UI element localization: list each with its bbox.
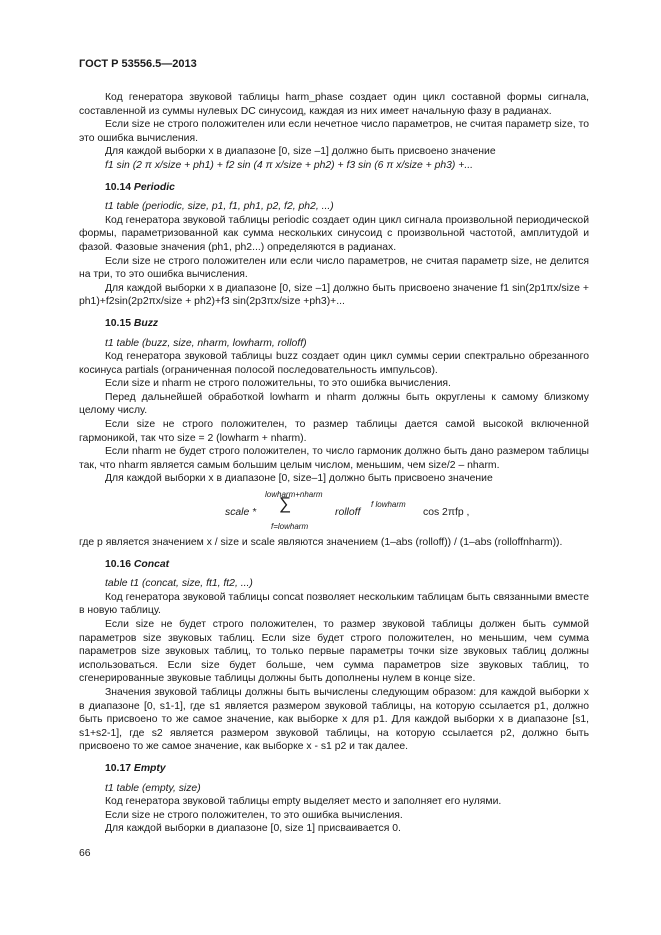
sigma-symbol: ∑ xyxy=(279,494,292,514)
paragraph: Код генератора звуковой таблицы buzz создает один цикл суммы серии спектрально обрезанного косинуса partials (ограниченная полосой последовательность импульсов). xyxy=(79,351,589,376)
formula-line: f1 sin (2 π x/size + ph1) + f2 sin (4 π x/size + ph2) + f3 sin (6 π x/size + ph3) +... xyxy=(105,159,473,171)
paragraph: Если size и nharm не строго положительны, то это ошибка вычисления. xyxy=(105,378,451,390)
formula-lower-limit: f=lowharm xyxy=(271,522,309,532)
formula-tail: cos 2πfp , xyxy=(423,507,470,519)
formula-exponent: f lowharm xyxy=(371,500,406,510)
paragraph: Если size не строго положителен или если нечетное число параметров, не считая параметр size, то это ошибка вычисления. xyxy=(79,119,589,144)
paragraph: где p является значением x / size и scale являются значением (1–abs (rolloff)) / (1–abs (rolloffnharm)). xyxy=(79,537,563,549)
paragraph: Если size не строго положителен, то это ошибка вычисления. xyxy=(105,809,403,821)
paragraph: Если size не строго положителен или если число параметров, не считая параметр size, не делится на три, то это ошибка вычисления. xyxy=(79,255,589,281)
paragraph: Если size не строго положителен, то размер таблицы дается самой высокой включенной гармоникой, так что size = 2 (lowharm + nharm). xyxy=(79,419,589,444)
section-name: Concat xyxy=(133,558,170,570)
section-name: Periodic xyxy=(133,181,175,193)
syntax-line: t1 table (buzz, size, nharm, lowharm, rolloff) xyxy=(105,337,307,349)
paragraph: Значения звуковой таблицы должны быть вычислены следующим образом: для каждой выборки x в диапазоне [0, s1-1], где s1 является размером звуковой таблицы, на которую ссылается p1, должно быть присвоено то же самое значение, как выборке x для p1. Для каждой выборки x в диапазоне [s1, s1+s2-1], где s2 является размером звуковой таблицы, на которую ссылается p2, должно быть присвоено то же самое значение, как выборке x - s1 p2 и так далее. xyxy=(79,686,589,753)
paragraph: Перед дальнейшей обработкой lowharm и nharm должны быть округлены к самому близкому целому числу. xyxy=(79,391,589,417)
section-heading: 10.16 Concat xyxy=(105,558,170,570)
paragraph: Код генератора звуковой таблицы concat позволяет нескольким таблицам быть связанными вместе в новую таблицу. xyxy=(79,591,589,617)
paragraph: Для каждой выборки x в диапазоне [0, size–1] должно быть присвоено значение xyxy=(105,473,493,485)
syntax-line: t1 table (periodic, size, p1, f1, ph1, p2, f2, ph2, ...) xyxy=(105,201,334,213)
paragraph: Код генератора звуковой таблицы periodic создает один цикл сигнала произвольной периодической формы, параметризованной как сумма нескольких синусоид с произвольной частотой, амплитудой и фазой. Фазовые значения (ph1, ph2...) определяются в радианах. xyxy=(79,214,589,253)
section-heading: 10.14 Periodic xyxy=(105,181,175,193)
summation-formula xyxy=(79,488,589,534)
section-name: Buzz xyxy=(133,317,159,329)
formula-scale: scale * xyxy=(225,507,257,519)
document-body xyxy=(79,91,589,836)
paragraph: Если nharm не будет строго положителен, то число гармоник должно быть дано размером таблицы так, что nharm является самым большим целым числом, меньшим, чем size/2 – nharm. xyxy=(79,446,589,471)
section-heading: 10.17 Empty xyxy=(105,762,166,774)
formula-rolloff: rolloff xyxy=(335,507,361,519)
paragraph: Для каждой выборки x в диапазоне [0, size –1] должно быть присвоено значение f1 sin(2p1πx/size + ph1)+f2sin(2p2πx/size + ph2)+f3 sin(2p3πx/size +ph3)+... xyxy=(79,282,589,308)
paragraph: Для каждой выборки в диапазоне [0, size 1] присваивается 0. xyxy=(105,823,401,835)
syntax-line: t1 table (empty, size) xyxy=(105,782,201,794)
paragraph: Если size не будет строго положителен, то размер звуковой таблицы должен быть суммой параметров size звуковых таблиц. Если size будет строго положителен, но меньшим, чем сумма параметров size звуковых таблиц, то только первые параметры точки size звуковых таблиц должны использоваться. Если size будет больше, чем сумма параметров size звуковых таблиц, то сгенерированные звуковые таблицы должны быть дополнены нулем в конце size. xyxy=(79,619,589,685)
syntax-line: table t1 (concat, size, ft1, ft2, ...) xyxy=(105,578,253,590)
paragraph: Код генератора звуковой таблицы empty выделяет место и заполняет его нулями. xyxy=(105,796,502,808)
paragraph: Для каждой выборки x в диапазоне [0, size –1] должно быть присвоено значение xyxy=(105,146,496,158)
section-heading: 10.15 Buzz xyxy=(105,317,159,329)
formula-upper-limit: lowharm+nharm xyxy=(265,490,323,500)
section-name: Empty xyxy=(133,762,166,774)
document-header: ГОСТ Р 53556.5—2013 xyxy=(79,58,197,70)
paragraph: Код генератора звуковой таблицы harm_phase создает один цикл составной формы сигнала, составленной из суммы нулевых DC синусоид, каждая из них имеет начальную фазу в радианах. xyxy=(79,92,589,117)
page-number: 66 xyxy=(79,848,91,859)
